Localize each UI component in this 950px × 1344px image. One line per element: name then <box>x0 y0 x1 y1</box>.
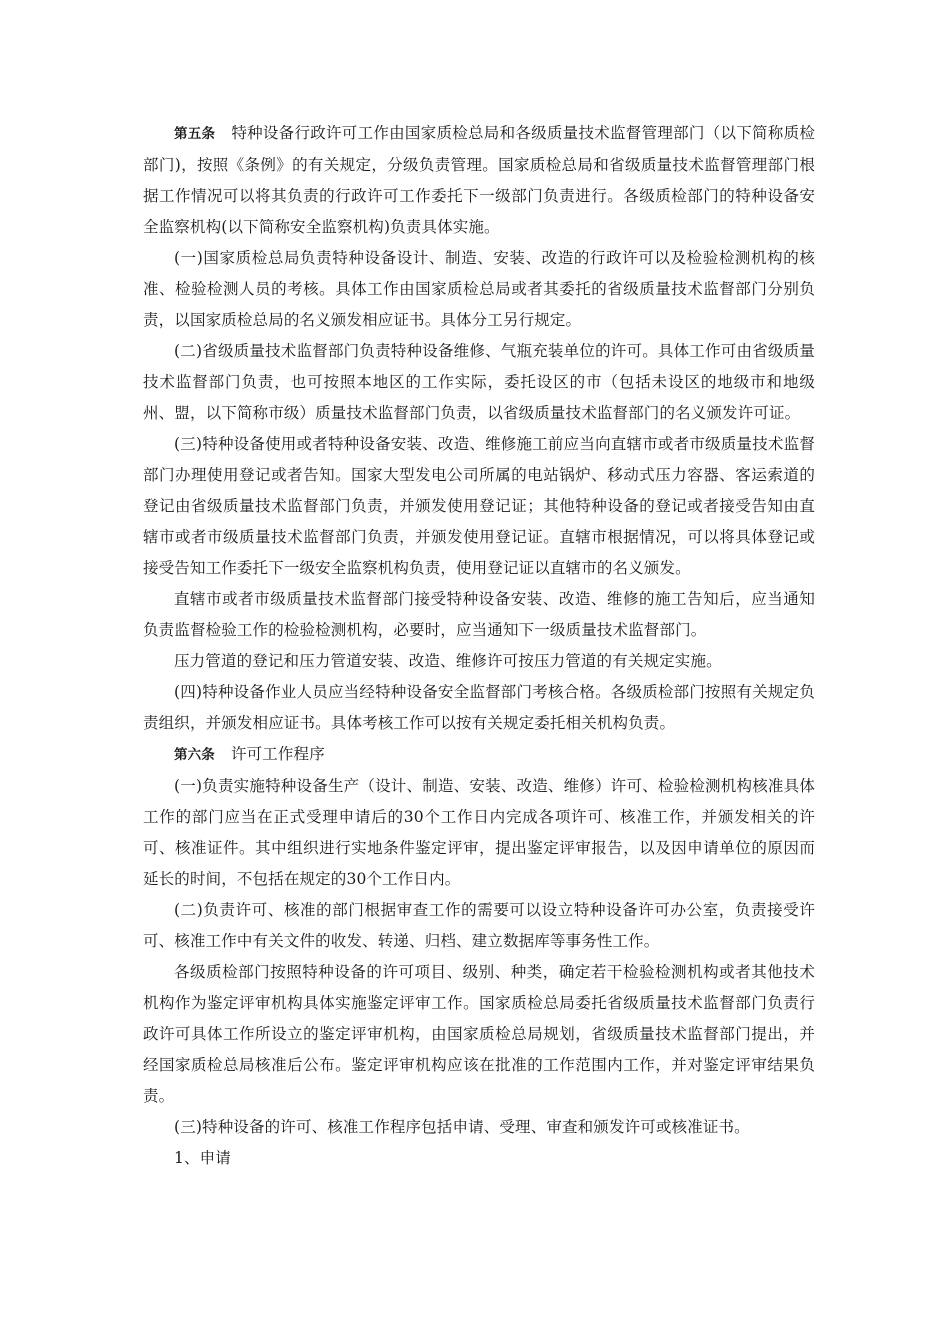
paragraph-text: (三)特种设备使用或者特种设备安装、改造、维修施工前应当向直辖市或者市级质量技术监督部门办理使用登记或者告知。国家大型发电公司所属的电站锅炉、移动式压力容器、客运索道的登记由省级质量技术监督部门负责，并颁发使用登记证；其他特种设备的登记或者接受告知由直辖市或者市级质量技术监督部门负责，并颁发使用登记证。直辖市根据情况，可以将具体登记或接受告知工作委托下一级安全监察机构负责，使用登记证以直辖市的名义颁发。 <box>143 435 815 577</box>
paragraph-text: (二)省级质量技术监督部门负责特种设备维修、气瓶充装单位的许可。具体工作可由省级质量技术监督部门负责，也可按照本地区的工作实际，委托设区的市（包括未设区的地级市和地级州、盟，以下简称市级）质量技术监督部门负责，以省级质量技术监督部门的名义颁发许可证。 <box>143 342 815 422</box>
paragraph-text: 直辖市或者市级质量技术监督部门接受特种设备安装、改造、维修的施工告知后，应当通知负责监督检验工作的检验检测机构，必要时，应当通知下一级质量技术监督部门。 <box>143 590 815 639</box>
article-label: 第六条 <box>174 747 215 763</box>
paragraph-text: (三)特种设备的许可、核准工作程序包括申请、受理、审查和颁发许可或核准证书。 <box>174 1118 750 1136</box>
paragraph-text: (一)负责实施特种设备生产（设计、制造、安装、改造、维修）许可、检验检测机构核准具体工作的部门应当在正式受理申请后的30个工作日内完成各项许可、核准工作，并颁发相关的许可、核准证件。其中组织进行实地条件鉴定评审，提出鉴定评审报告，以及因申请单位的原因而延长的时间，不包括在规定的30个工作日内。 <box>143 777 815 888</box>
paragraph-text: (四)特种设备作业人员应当经特种设备安全监督部门考核合格。各级质检部门按照有关规定负责组织，并颁发相应证书。具体考核工作可以按有关规定委托相关机构负责。 <box>143 683 815 732</box>
paragraph-6-2-review <box>143 957 815 1112</box>
paragraph-6-3 <box>143 1112 815 1143</box>
paragraph-5-1 <box>143 243 815 336</box>
document-page <box>143 118 815 1174</box>
paragraph-text: (二)负责许可、核准的部门根据审查工作的需要可以设立特种设备许可办公室，负责接受许可、核准工作中有关文件的收发、转递、归档、建立数据库等事务性工作。 <box>143 901 815 950</box>
paragraph-text: 压力管道的登记和压力管道安装、改造、维修许可按压力管道的有关规定实施。 <box>174 652 722 670</box>
paragraph-text: 1、申请 <box>174 1149 231 1167</box>
paragraph-6-1 <box>143 771 815 895</box>
paragraph-article-5 <box>143 118 815 243</box>
paragraph-5-4 <box>143 677 815 739</box>
paragraph-5-2 <box>143 336 815 429</box>
paragraph-5-3 <box>143 429 815 584</box>
paragraph-text: 各级质检部门按照特种设备的许可项目、级别、种类，确定若干检验检测机构或者其他技术机构作为鉴定评审机构具体实施鉴定评审工作。国家质检总局委托省级质量技术监督部门负责行政许可具体工作所设立的鉴定评审机构，由国家质检总局规划，省级质量技术监督部门提出，并经国家质检总局核准后公布。鉴定评审机构应该在批准的工作范围内工作，并对鉴定评审结果负责。 <box>143 963 815 1105</box>
paragraph-6-3-1 <box>143 1143 815 1174</box>
paragraph-text: 许可工作程序 <box>230 745 325 763</box>
article-label: 第五条 <box>174 126 216 142</box>
paragraph-6-2 <box>143 895 815 957</box>
paragraph-text: 特种设备行政许可工作由国家质检总局和各级质量技术监督管理部门（以下简称质检部门)，按照《条例》的有关规定，分级负责管理。国家质检总局和省级质量技术监督管理部门根据工作情况可以将其负责的行政许可工作委托下一级部门负责进行。各级质检部门的特种设备安全监察机构(以下简称安全监察机构)负责具体实施。 <box>143 124 815 236</box>
paragraph-text: (一)国家质检总局负责特种设备设计、制造、安装、改造的行政许可以及检验检测机构的核准、检验检测人员的考核。具体工作由国家质检总局或者其委托的省级质量技术监督部门分别负责，以国家质检总局的名义颁发相应证书。具体分工另行规定。 <box>143 249 815 329</box>
paragraph-5-3-pipeline <box>143 646 815 677</box>
paragraph-article-6 <box>143 739 815 771</box>
paragraph-5-3-notice <box>143 584 815 646</box>
